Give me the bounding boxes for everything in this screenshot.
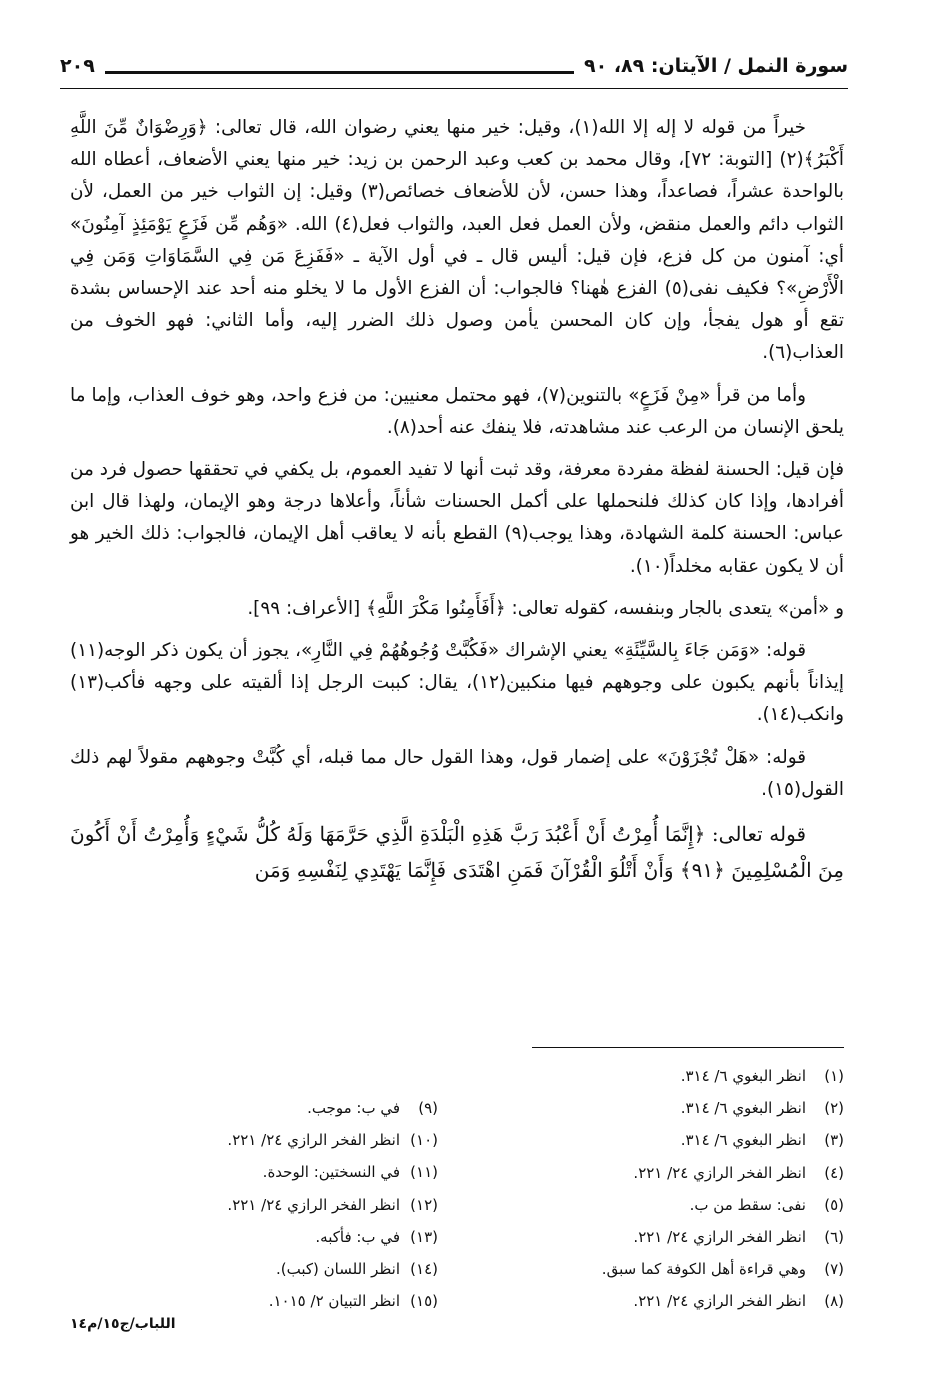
printer-signature: اللباب/ج١٥/م١٤ bbox=[70, 1316, 176, 1332]
footnote bbox=[438, 1157, 844, 1189]
footnote-text: انظر البغوي ٦/ ٣١٤. bbox=[680, 1131, 806, 1150]
footnote bbox=[90, 1221, 438, 1253]
footnote-mark: (٢) bbox=[824, 1099, 844, 1118]
footnote bbox=[438, 1092, 844, 1124]
main-text bbox=[70, 112, 844, 898]
footnote bbox=[90, 1124, 438, 1156]
running-title: سورة النمل / الآيتان: ٨٩، ٩٠ bbox=[584, 55, 848, 77]
paragraph: قوله: «وَمَن جَاءَ بِالسَّيِّئَةِ» يعني الإشراك «فَكُبَّتْ وُجُوهُهُمْ فِي النَّارِ»، يجوز أن يكون ذكر الوجه(١١) إيذاناً بأنهم يكبون على وجوههم فيها منكبين(١٢)، يقال: كببت الرجل إذا ألقيته على وجهه فأكب(١٣) وانكب(١٤). bbox=[70, 640, 844, 726]
footnote-mark: (٧) bbox=[824, 1260, 844, 1279]
header-rule bbox=[105, 71, 574, 74]
footnote-text: انظر الفخر الرازي ٢٤/ ٢٢١. bbox=[227, 1195, 400, 1214]
footnote-mark: (١) bbox=[824, 1067, 844, 1085]
footnote-mark: (٥) bbox=[824, 1195, 844, 1214]
page-header bbox=[60, 50, 848, 82]
footnote-text: انظر البغوي ٦/ ٣١٤. bbox=[680, 1099, 806, 1118]
footnote-text: انظر الفخر الرازي ٢٤/ ٢٢١. bbox=[633, 1228, 806, 1247]
footnote-mark: (١١) bbox=[410, 1163, 438, 1182]
footnote-text: انظر التبيان ٢/ ١٠١٥. bbox=[268, 1292, 400, 1311]
page-number: ٢٠٩ bbox=[60, 55, 95, 77]
footnote bbox=[438, 1221, 844, 1253]
footnote bbox=[90, 1285, 438, 1317]
verse-paragraph: قوله تعالى: ﴿إِنَّمَا أُمِرْتُ أَنْ أَعْبُدَ رَبَّ هَذِهِ الْبَلْدَةِ الَّذِي حَرَّمَهَا وَلَهُ كُلُّ شَيْءٍ وَأُمِرْتُ أَنْ أَكُونَ مِنَ الْمُسْلِمِينَ ﴿٩١﴾ وَأَنْ أَتْلُوَ الْقُرْآنَ فَمَنِ اهْتَدَى فَإِنَّمَا يَهْتَدِي لِنَفْسِهِ وَمَن bbox=[70, 822, 844, 883]
footnote-mark: (٨) bbox=[824, 1292, 844, 1311]
footnote-text: انظر البغوي ٦/ ٣١٤. bbox=[680, 1067, 806, 1085]
footnote bbox=[90, 1092, 438, 1124]
footnote-text: وهي قراءة أهل الكوفة كما سبق. bbox=[601, 1260, 806, 1279]
paragraph: قوله: «هَلْ تُجْزَوْنَ» على إضمار قول، وهذا القول حال مما قبله، أي كُبَّتْ وجوههم مقولاً لهم ذلك القول(١٥). bbox=[70, 746, 844, 800]
paragraph: فإن قيل: الحسنة لفظة مفردة معرفة، وقد ثبت أنها لا تفيد العموم، بل يكفي في تحققها حصول فرد من أفرادها، وإذا كان كذلك فلنحملها على أكمل الحسنات شأناً، وأعلاها درجة وهو الإيمان، ولهذا قال ابن عباس: الحسنة كلمة الشهادة، وهذا يوجب(٩) القطع بأنه لا يعاقب أهل الإيمان، فالجواب: ذلك الخير هو أن لا يكون عقابه مخلداً(١٠). bbox=[70, 459, 844, 577]
header-divider bbox=[60, 88, 848, 89]
footnote bbox=[438, 1285, 844, 1317]
footnote-mark: (١٣) bbox=[410, 1227, 438, 1246]
footnote-text: انظر الفخر الرازي ٢٤/ ٢٢١. bbox=[633, 1292, 806, 1311]
paragraph: و «أمن» يتعدى بالجار وبنفسه، كقوله تعالى: ﴿أَفَأَمِنُوا مَكْرَ اللَّهِ﴾ [الأعراف: ٩٩]. bbox=[247, 597, 844, 619]
footnote bbox=[438, 1189, 844, 1221]
footnotes-left-column bbox=[90, 1060, 438, 1318]
footnote bbox=[438, 1253, 844, 1285]
footnote-mark: (٩) bbox=[418, 1099, 438, 1117]
footnotes-right-column bbox=[438, 1060, 844, 1318]
footnotes bbox=[90, 1060, 844, 1318]
footnote-text: انظر الفخر الرازي ٢٤/ ٢٢١. bbox=[227, 1131, 400, 1150]
footnote bbox=[90, 1156, 438, 1188]
footnote-text: في النسختين: الوحدة. bbox=[262, 1163, 400, 1182]
footnote-mark: (١٤) bbox=[410, 1260, 438, 1279]
footnote-text: انظر اللسان (كبب). bbox=[276, 1260, 400, 1279]
footnote bbox=[438, 1124, 844, 1156]
paragraph: وأما من قرأ «مِنْ فَزَعٍ» بالتنوين(٧)، فهو محتمل معنيين: من فزع واحد، وهو خوف العذاب، وإما ما يلحق الإنسان من الرعب عند مشاهدته، فلا ينفك عنه أحد(٨). bbox=[70, 384, 844, 438]
footnote-text: نفى: سقط من ب. bbox=[689, 1195, 806, 1214]
footnote-text: في ب: فأكبه. bbox=[315, 1227, 400, 1246]
footnote-text: انظر الفخر الرازي ٢٤/ ٢٢١. bbox=[633, 1163, 806, 1182]
footnote-mark: (٤) bbox=[824, 1163, 844, 1182]
footnote-mark: (٣) bbox=[824, 1131, 844, 1150]
footnote-mark: (١٥) bbox=[410, 1292, 438, 1311]
footnote-divider bbox=[532, 1047, 844, 1048]
footnote bbox=[90, 1253, 438, 1285]
paragraph: خيراً من قوله لا إله إلا الله(١)، وقيل: خير منها يعني رضوان الله، قال تعالى: ﴿وَرِضْوَانٌ مِّنَ اللَّهِ أَكْبَرُ﴾(٢) [التوبة: ٧٢]، وقال محمد بن كعب وعبد الرحمن بن زيد: خير منها يعني الأضعاف، أعطاه الله بالواحدة عشراً، فصاعداً، وهذا حسن، لأن للأضعاف خصائص(٣) وقيل: إن الثواب خير من العمل، لأن الثواب دائم والعمل منقض، ولأن العمل فعل العبد، والثواب فعل(٤) الله. «وَهُم مِّن فَزَعٍ يَوْمَئِذٍ آمِنُونَ» أي: آمنون من كل فزع، فإن قيل: أليس قال ـ في أول الآية ـ «فَفَزِعَ مَن فِي السَّمَاوَاتِ وَمَن فِي الْأَرْضِ»؟ فكيف نفى(٥) الفزع هٰهنا؟ فالجواب: أن الفزع الأول ما لا يخلو منه أحد عند الإحساس بشدة تقع أو هول يفجأ، وإن كان المحسن يأمن وصول ذلك الضرر إليه، وأما الثاني: فهو الخوف من العذاب(٦). bbox=[70, 117, 844, 364]
footnote-mark: (١٠) bbox=[410, 1131, 438, 1150]
footnote-mark: (٦) bbox=[824, 1228, 844, 1247]
footnote-mark: (١٢) bbox=[410, 1195, 438, 1214]
footnote bbox=[438, 1060, 844, 1092]
footnote bbox=[90, 1189, 438, 1221]
footnote-text: في ب: موجب. bbox=[307, 1099, 400, 1117]
